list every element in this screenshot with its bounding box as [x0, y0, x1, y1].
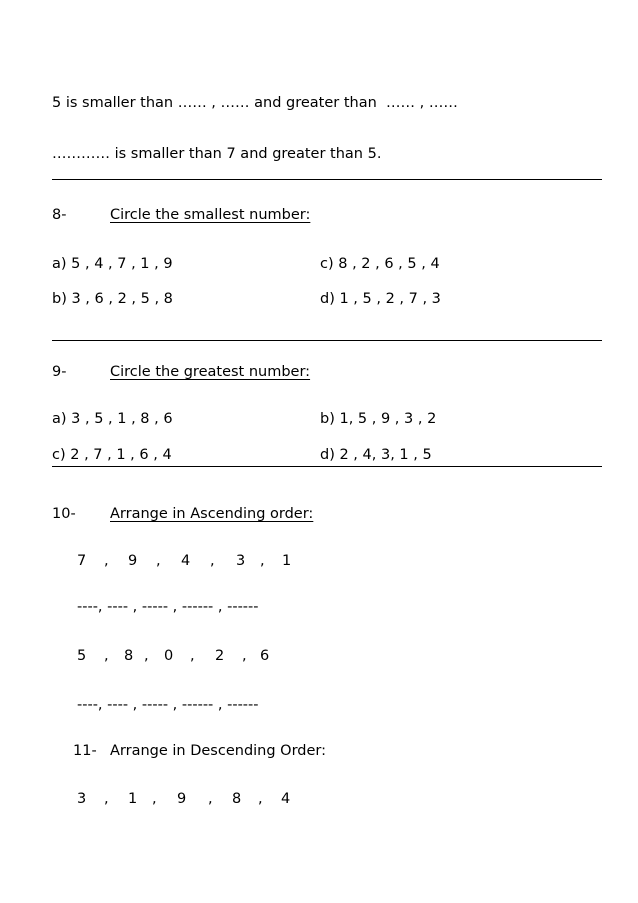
q9-option-d: d) 2 , 4, 3, 1 , 5	[320, 447, 432, 463]
q9-option-c: c) 2 , 7 , 1 , 6 , 4	[52, 447, 172, 463]
number-item: 2	[215, 648, 225, 664]
q10-title: Arrange in Ascending order:	[110, 506, 314, 522]
comma: ,	[260, 553, 265, 569]
comma: ,	[208, 791, 213, 807]
q11-title: Arrange in Descending Order:	[110, 743, 327, 759]
q8-option-b: b) 3 , 6 , 2 , 5 , 8	[52, 291, 173, 307]
number-item: 6	[260, 648, 270, 664]
q9-option-b: b) 1, 5 , 9 , 3 , 2	[320, 411, 437, 427]
comma: ,	[104, 648, 109, 664]
number-item: 5	[77, 648, 87, 664]
intro-line-1: 5 is smaller than …… , …… and greater than …… , ……	[52, 95, 458, 111]
comma: ,	[242, 648, 247, 664]
number-item: 1	[282, 553, 292, 569]
q8-option-d: d) 1 , 5 , 2 , 7 , 3	[320, 291, 441, 307]
number-item: 8	[232, 791, 242, 807]
q8-title: Circle the smallest number:	[110, 207, 311, 223]
q9-number: 9-	[52, 364, 67, 380]
number-item: 1	[128, 791, 138, 807]
number-item: 9	[128, 553, 138, 569]
q8-option-a: a) 5 , 4 , 7 , 1 , 9	[52, 256, 173, 272]
number-item: 9	[177, 791, 187, 807]
comma: ,	[258, 791, 263, 807]
divider	[52, 340, 602, 341]
q10-answer-blanks-1: ----, ---- , ----- , ------ , ------	[77, 599, 259, 615]
q8-number: 8-	[52, 207, 67, 223]
comma: ,	[190, 648, 195, 664]
q10-answer-blanks-2: ----, ---- , ----- , ------ , ------	[77, 697, 259, 713]
comma: ,	[104, 791, 109, 807]
comma: ,	[156, 553, 161, 569]
number-item: 0	[164, 648, 174, 664]
intro-line-2: ………… is smaller than 7 and greater than 5.	[52, 146, 382, 162]
comma: ,	[152, 791, 157, 807]
q9-title: Circle the greatest number:	[110, 364, 311, 380]
number-item: 7	[77, 553, 87, 569]
number-item: 3	[77, 791, 87, 807]
q9-option-a: a) 3 , 5 , 1 , 8 , 6	[52, 411, 173, 427]
q11-number: 11-	[73, 743, 97, 759]
number-item: 4	[181, 553, 191, 569]
q10-number: 10-	[52, 506, 76, 522]
q8-option-c: c) 8 , 2 , 6 , 5 , 4	[320, 256, 440, 272]
comma: ,	[144, 648, 149, 664]
comma: ,	[210, 553, 215, 569]
divider	[52, 179, 602, 180]
divider	[52, 466, 602, 467]
comma: ,	[104, 553, 109, 569]
number-item: 8	[124, 648, 134, 664]
number-item: 4	[281, 791, 291, 807]
number-item: 3	[236, 553, 246, 569]
